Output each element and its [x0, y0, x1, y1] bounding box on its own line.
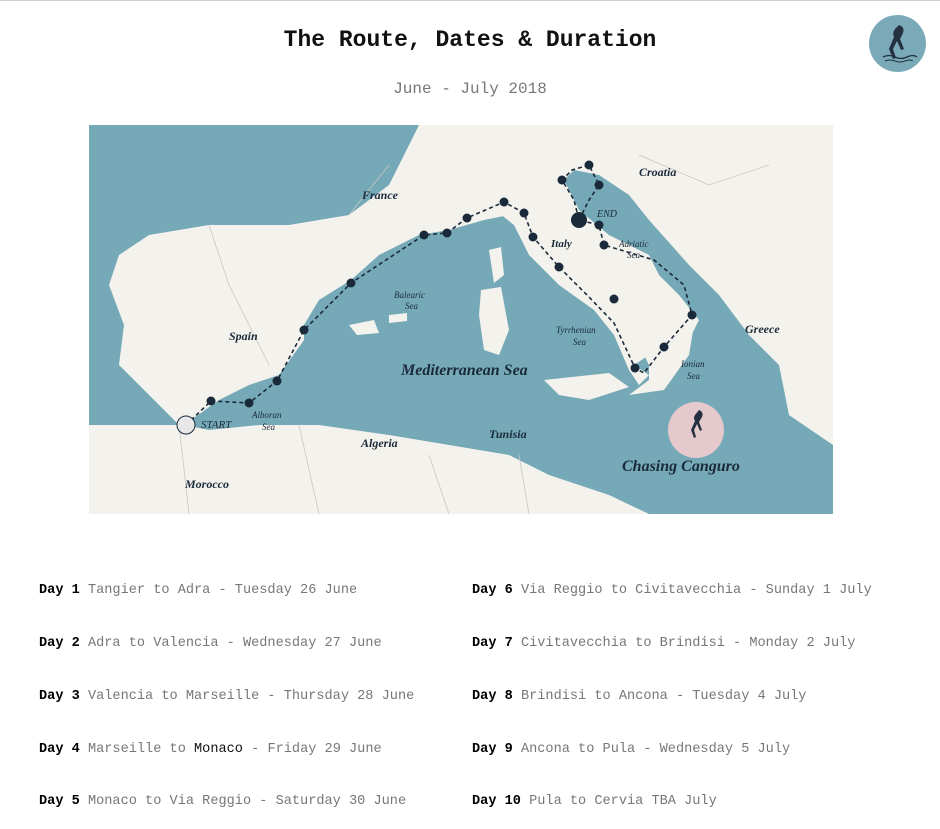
day-description: Pula to Cervia TBA July — [520, 794, 717, 810]
label-italy: Italy — [551, 238, 572, 250]
day-label: Day 10 — [472, 794, 521, 810]
day-description-end: - Friday 29 June — [242, 741, 382, 757]
day-label: Day 4 — [39, 741, 80, 757]
label-croatia: Croatia — [639, 165, 677, 179]
schedule-row — [472, 582, 872, 600]
brand-badge — [668, 402, 724, 458]
label-start: START — [201, 419, 232, 431]
schedule-row — [472, 688, 872, 706]
day-label: Day 9 — [472, 741, 513, 757]
day-description: Adra to Valencia - Wednesday 27 June — [79, 635, 382, 651]
schedule-row — [39, 741, 414, 759]
label-ionian: Ionian — [681, 359, 705, 369]
label-spain: Spain — [229, 329, 258, 343]
day-description: Monaco to Via Reggio - Saturday 30 June — [79, 794, 407, 810]
day-label: Day 2 — [39, 635, 80, 651]
day-label: Day 7 — [472, 635, 513, 651]
schedule-right — [472, 547, 872, 829]
schedule-row — [39, 582, 414, 600]
label-algeria: Algeria — [361, 436, 398, 450]
label-balearic-sea: Sea — [405, 301, 418, 311]
label-end: END — [597, 209, 617, 220]
label-ionian-sea: Sea — [687, 371, 700, 381]
day-description: Marseille to — [79, 741, 195, 757]
label-brand: Chasing Canguro — [622, 458, 740, 475]
label-balearic: Balearic — [394, 290, 425, 300]
route-map — [89, 125, 833, 514]
label-tyrrhenian-sea: Sea — [573, 337, 586, 347]
page-title: The Route, Dates & Duration — [283, 27, 657, 53]
day-description: Brindisi to Ancona - Tuesday 4 July — [512, 688, 807, 704]
schedule-row — [472, 635, 872, 653]
day-description: Valencia to Marseille - Thursday 28 June — [79, 688, 415, 704]
label-greece: Greece — [745, 322, 780, 336]
label-tunisia: Tunisia — [489, 427, 527, 441]
page-subtitle: June - July 2018 — [393, 80, 547, 98]
label-france: France — [362, 188, 398, 202]
label-adriatic-sea: Sea — [627, 250, 640, 260]
schedule-left — [39, 547, 414, 829]
label-mediterranean: Mediterranean Sea — [401, 362, 528, 379]
label-morocco: Morocco — [185, 477, 229, 491]
day-label: Day 6 — [472, 583, 513, 599]
schedule-row — [39, 688, 414, 706]
schedule-row — [472, 741, 872, 759]
day-highlight: Monaco — [194, 741, 243, 757]
day-description: Tangier to Adra - Tuesday 26 June — [79, 583, 358, 599]
label-adriatic: Adriatic — [619, 239, 649, 249]
label-alboran-sea: Sea — [262, 422, 275, 432]
start-marker — [177, 416, 195, 434]
top-rule — [0, 0, 940, 1]
day-description: Via Reggio to Civitavecchia - Sunday 1 July — [512, 583, 872, 599]
schedule-row — [39, 793, 414, 811]
day-description: Civitavecchia to Brindisi - Monday 2 July — [512, 635, 856, 651]
day-label: Day 5 — [39, 794, 80, 810]
day-label: Day 3 — [39, 688, 80, 704]
schedule-row — [39, 635, 414, 653]
day-label: Day 1 — [39, 583, 80, 599]
day-label: Day 8 — [472, 688, 513, 704]
day-description: Ancona to Pula - Wednesday 5 July — [512, 741, 791, 757]
brand-logo — [869, 15, 926, 72]
schedule-row — [472, 793, 872, 811]
label-alboran: Alboran — [252, 410, 282, 420]
label-tyrrhenian: Tyrrhenian — [556, 325, 596, 335]
